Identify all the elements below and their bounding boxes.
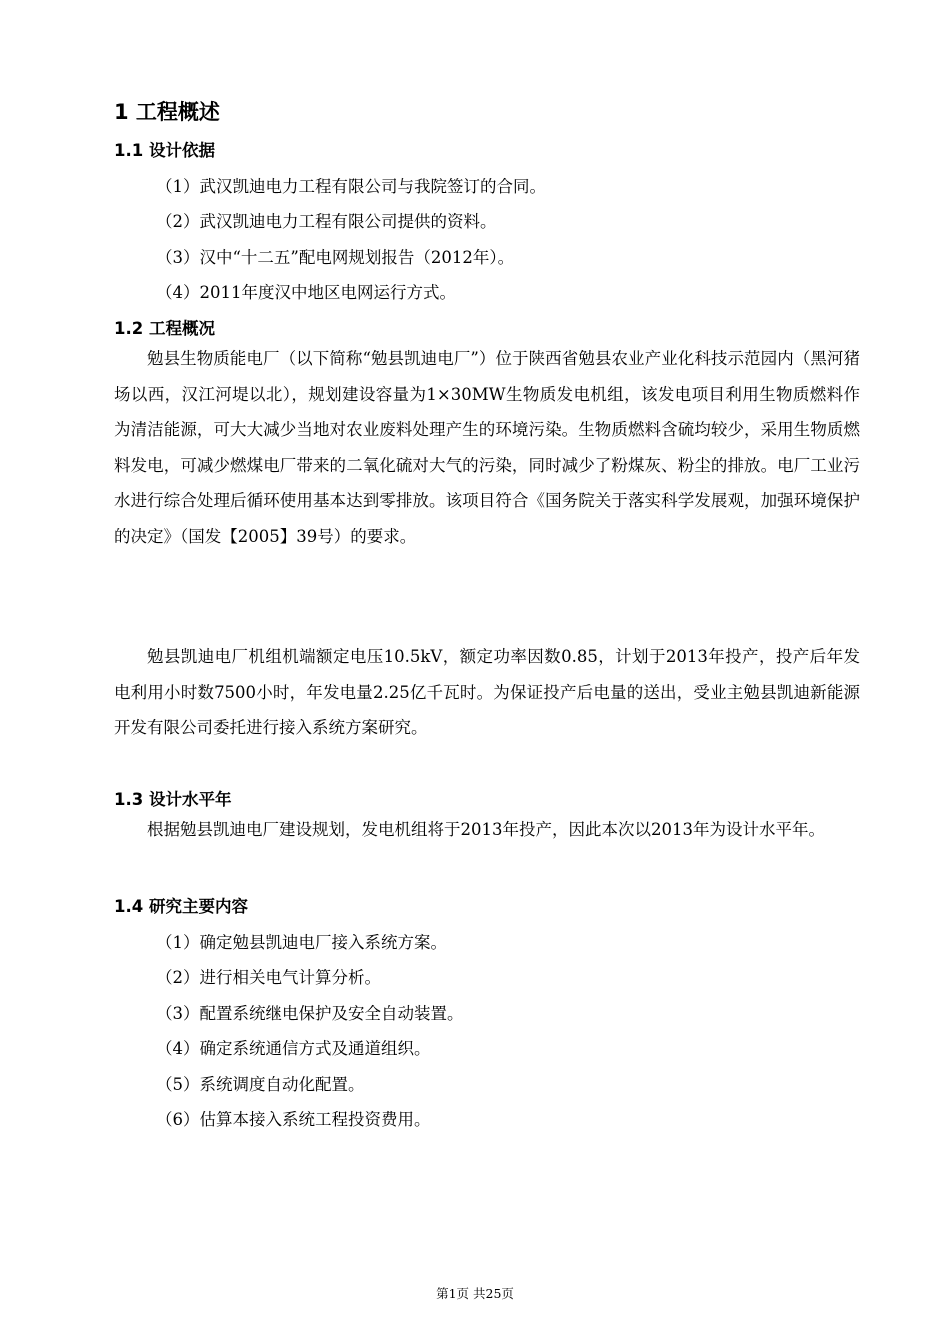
list-item: （4）2011年度汉中地区电网运行方式。 (156, 283, 456, 302)
section-heading-1-4: 1.4 研究主要内容 (114, 897, 248, 916)
paragraph-unit-parameters: 勉县凯迪电厂机组机端额定电压10.5kV，额定功率因数0.85，计划于2013年投产，投产后年发电利用小时数7500小时，年发电量2.25亿千瓦时。为保证投产后电量的送出，受业主勉县凯迪新能源开发有限公司委托进行接入系统方案研究。 (114, 647, 860, 737)
list-item: （3）配置系统继电保护及安全自动装置。 (156, 1004, 464, 1023)
section-heading-1-3: 1.3 设计水平年 (114, 790, 232, 809)
paragraph-design-year: 根据勉县凯迪电厂建设规划，发电机组将于2013年投产，因此本次以2013年为设计水平年。 (147, 820, 825, 839)
list-item: （1）武汉凯迪电力工程有限公司与我院签订的合同。 (156, 177, 546, 196)
paragraph-overview: 勉县生物质能电厂（以下简称“勉县凯迪电厂”）位于陕西省勉县农业产业化科技示范园内（黑河猪场以西，汉江河堤以北），规划建设容量为1×30MW生物质发电机组，该发电项目利用生物质燃料作为清洁能源，可大大减少当地对农业废料处理产生的环境污染。生物质燃料含硫均较少，采用生物质燃料发电，可减少燃煤电厂带来的二氧化硫对大气的污染，同时减少了粉煤灰、粉尘的排放。电厂工业污水进行综合处理后循环使用基本达到零排放。该项目符合《国务院关于落实科学发展观，加强环境保护的决定》（国发【2005】39号）的要求。 (114, 349, 860, 546)
chapter-heading: 1 工程概述 (114, 100, 220, 124)
list-item: （4）确定系统通信方式及通道组织。 (156, 1039, 431, 1058)
page-footer: 第1页 共25页 (436, 1286, 514, 1301)
list-item: （6）估算本接入系统工程投资费用。 (156, 1110, 431, 1129)
section-heading-1-2: 1.2 工程概况 (114, 319, 215, 338)
section-heading-1-1: 1.1 设计依据 (114, 141, 215, 160)
list-item: （2）武汉凯迪电力工程有限公司提供的资料。 (156, 212, 497, 231)
list-item: （2）进行相关电气计算分析。 (156, 968, 381, 987)
list-item: （1）确定勉县凯迪电厂接入系统方案。 (156, 933, 447, 952)
list-item: （3）汉中“十二五”配电网规划报告（2012年）。 (156, 248, 515, 267)
list-item: （5）系统调度自动化配置。 (156, 1075, 365, 1094)
